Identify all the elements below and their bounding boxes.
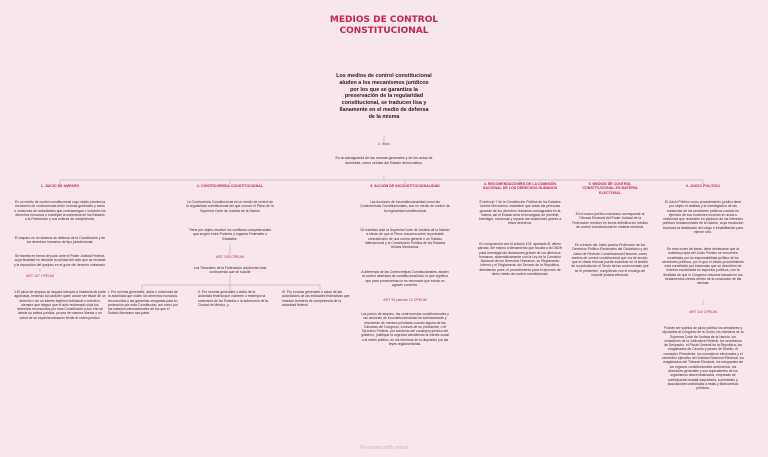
hub-text: En la salvaguarda de las normas generales y de los actos de autoridad, como células del Estado democrático. [335,156,433,165]
column-title-controversia: 2. CONTROVERSIA CONSTITUCIONAL [197,184,263,188]
cndh-article-102: En congruencia con el artículo 102, apartado B, último párrafo, del mismo ordenamiento que faculta a la CNDH para investigar las violaciones graves de los derechos humanos, sistemáticamente con la Ley de la Comisión Nacional de los Derechos Humanos, su Reglamento Interno y el Reglamento del Senado de la República, atendiendo pues, el procedimiento para el ejercicio de dicho medio de control constitucional. [477,242,563,277]
amparo-article: ART 107 CPEUM [25,274,55,278]
juicio-politico-subjects: Podrán ser sujetos de juicio político los senadores y diputados al Congreso de la Unión, los ministros de la Suprema Corte de Justicia de la Nación, los consejeros de la Judicatura Federal, los secretarios de Despacho, el Fiscal General de la República, los magistrados de Circuito y jueces de Distrito, el consejero Presidente, los consejeros electorales y el secretario ejecutivo del Instituto Nacional Electoral, los magistrados del Tribunal Electoral, los integrantes de los órganos constitucionales autónomos, los directores generales y sus equivalentes de los organismos descentralizados, empresas de participación estatal mayoritaria, sociedades y asociaciones asimiladas a éstas y fideicomisos públicos. [662,326,744,391]
column-title-amparo: 1. JUICIO DE AMPARO [40,184,80,188]
controversia-fraction-ii: II. Por normas generales o actos de la autoridad federal que vulneren o restrinjan la soberanía de los Estados o la autonomía de la Ciudad de México, y [198,290,268,307]
controversia-objective: Tiene por objeto resolver los conflictos competenciales que surgen entre Poderes y órganos Federales o Estatales. [188,228,272,241]
accion-procedure: Se tramitan ante la Suprema Corte de Justicia de la Nación a efecto de que el Pleno resuelva sobre la probable contradicción de una norma general o un Tratado Internacional y la Constitución Política de los Estados Unidos Mexicanos. [360,228,450,250]
accion-article: ART 94 párrafo 10 CPEUM [383,298,427,302]
presented-with-footer: Presented with xmind [360,445,408,451]
intro-text: Los medios de control constitucional aluden a los mecanismos jurídicos por los que se garantiza la preservación de la regularidad constitucional, se traducen lisa y llanamente en el medio de defensa de la misma [336,73,432,120]
controversia-article: ART 105 CPEUM [215,255,245,259]
column-title-cndh: 4. RECOMENDACIONES DE LA COMISIÓN NACIONAL DE LOS DERECHOS HUMANOS [482,182,558,191]
amparo-system: El amparo es un sistema de defensa de la Constitución y de los derechos humanos de tipo jurisdiccional. [14,236,106,245]
accion-article-text: Los juicios de amparo, las controversias constitucionales y las acciones de inconstitucionalidad se substanciarán y resolverán de manera prioritaria cuando alguna de las Cámaras del Congreso, a través de su presidente, o el Ejecutivo Federal, por conducto del consejero jurídico del gobierno, justifique la urgencia atendiendo al interés social o al orden público, en los términos de lo dispuesto por las leyes reglamentarias. [360,312,450,347]
controversia-fraction-i: I. Por normas generales, actos u omisiones de la autoridad que violen los derechos humanos reconocidos y las garantías otorgadas para su protección por esta Constitución, así como por los tratados internacionales de los que el Estado Mexicano sea parte. [108,290,178,316]
column-title-electoral: 5. MEDIOS DE CONTROL CONSTITUCIONAL EN MATERIA ELECTORAL [582,182,638,195]
amparo-definition: Es un medio de control constitucional cuyo objeto plantea la resolución de controversias entre normas generales y actos u omisiones de autoridades que contravengan o vulneren los derechos humanos o restrinjan la soberanía de los Estados o la Federación y sus esferas de competencia. [14,200,106,222]
electoral-tribunal: En el marco jurídico mexicano corresponde al Tribunal Electoral del Poder Judicial de la Federación resolver en forma definitiva los medios de control constitucional en materia electoral. [572,212,648,229]
amparo-procedure: Se tramita en forma de juicio ante el Poder Judicial Federal, cuya finalidad es declarar la nulidad del acto que se reclama y la reposición del quejoso en el goce del derecho vulnerado. [14,254,106,267]
controversia-tribunales: Los Tribunales de la Federación resolverán toda controversia que se suscite [193,266,267,275]
controversia-fraction-iii: III. Por normas generales o actos de las autoridades de las entidades federativas que invadan la esfera de competencia de la autoridad federal. [282,290,350,307]
diagram-title: MEDIOS DE CONTROL CONSTITUCIONAL [329,15,439,36]
controversia-definition: La Controversia Constitucional es un medio de control de la regularidad constitucional del que conoce el Pleno de la Suprema Corte de Justicia de la Nación [186,200,274,213]
amparo-article-text: 1.El juicio de amparo se seguirá siempre a instancia de parte agraviada, teniendo tal carácter quien aduce ser titular de un derecho o de un interés legítimo individual o colectivo, siempre que alegue que el acto reclamado viola los derechos reconocidos por esta Constitución y con ello se afecte su esfera jurídica, ya sea de manera directa o en virtud de su especial situación frente al orden jurídico. [14,290,106,320]
hub-label: 2. Inicio [377,142,391,146]
column-title-accion: 3. ACCIÓN DE INCONSTITUCIONALIDAD [370,184,440,188]
accion-definition: Las Acciones de Inconstitucionalidad como las Controversias Constitucionales, son un medio de control de la regularidad constitucional [360,200,450,213]
juicio-politico-article: ART 110 CPEUM [689,310,717,314]
column-title-juicio-politico: 6. JUICIO POLITICO [686,184,720,188]
juicio-politico-definition: El Juicio Político como procedimiento jurídico tiene por objeto el análisis y la investigación de las conductas de los servidores públicos cuando en ejercicio de sus funciones incurran en actos u omisiones que redunden en perjuicio de los intereses públicos fundamentales de la Nación, cuya resolución involucra la destitución del cargo e inhabilitación para ejercer otro. [662,200,744,235]
juicio-politico-matter: En este orden de ideas, debe destacarse que la materia propia del Juicio Político se encuentra constituida por la responsabilidad política de los servidores públicos, por lo que el citado procedimiento está constituido por instancias que se describen de manera escalonada es aspectos políticos, con la finalidad de que el Congreso resuelva basado en los fundamentos ciertos dentro de la conclusión de las mismas. [662,247,744,286]
electoral-juicios: Es a través del Juicio para la Protección de los Derechos Político-Electorales del Ciudadano y del Juicio de Revisión Constitucional Electoral, como medios de control constitucional que vía de acción, que el citado tribunal puede examinar en el ámbito de su jurisdicción el Tercio de las controversias que se le presenten, cumpliendo con el encargo de impartir justicia electoral. [571,243,649,278]
accion-difference: A diferencia de las Controversias Constitucionales, aluden al control abstracto de constitucionalidad, lo que significa que para promoverlas no es necesario que exista un agravio concreto. [361,270,449,287]
cndh-article-7: El artículo 7 de la Constitución Política de los Estados Unidos Mexicanos, establece que todas las personas gozarán de los derechos humanos consagrados en la misma, así el Estado será el encargado de prevenir, investigar, sancionar y reparar las violaciones graves a estos derechos. [478,200,562,226]
